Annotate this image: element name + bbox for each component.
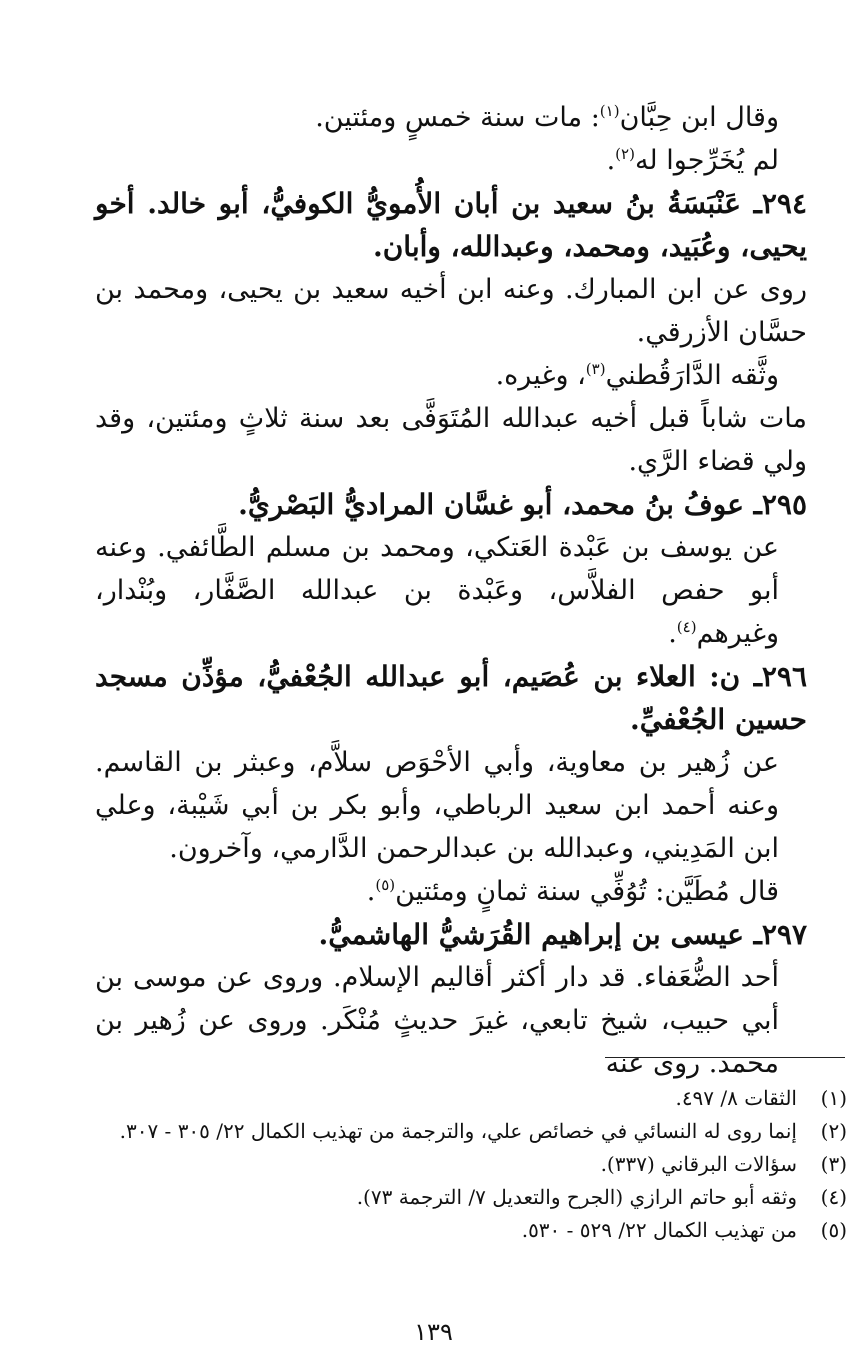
footnote-text: إنما روى له النسائي في خصائص علي، والترجمة من تهذيب الكمال ٢٢/ ٣٠٥ - ٣٠٧. <box>119 1119 797 1143</box>
footnote <box>40 1115 847 1148</box>
entry-heading: عيسى بن إبراهيم القُرَشيُّ الهاشميُّ. <box>318 918 744 951</box>
footnote-ref[interactable]: (٣) <box>585 360 606 378</box>
footnote-text: سؤالات البرقاني (٣٣٧). <box>600 1152 797 1176</box>
text: وقال ابن حِبَّان <box>619 102 779 133</box>
entry-heading: عوفُ بنُ محمد، أبو غسَّان المراديُّ البَصْريُّ. <box>238 488 744 521</box>
footnote <box>40 1082 847 1115</box>
footnote-text: وثقه أبو حاتم الرازي (الجرح والتعديل ٧/ الترجمة ٧٣). <box>356 1185 797 1209</box>
footnote <box>40 1214 847 1247</box>
text: لم يُخَرِّجوا له <box>634 145 779 176</box>
entry-295-title <box>95 483 807 526</box>
paragraph <box>95 526 807 655</box>
entry-heading: ن: العلاء بن عُصَيم، أبو عبدالله الجُعْفيُّ، مؤذِّن مسجد حسين الجُعْفيِّ. <box>95 660 807 736</box>
entry-297-title <box>95 913 807 956</box>
entry-number: ٢٩٦ـ <box>753 660 808 693</box>
footnote-text: من تهذيب الكمال ٢٢/ ٥٢٩ - ٥٣٠. <box>521 1218 797 1242</box>
text: عن يوسف بن عَبْدة العَتكي، ومحمد بن مسلم الطَّائفي. وعنه أبو حفص الفلاَّس، وعَبْدة بن عبدالله الصَّفَّار، وبُنْدار، وغيرهم <box>95 532 779 649</box>
footnote-ref[interactable]: (٤) <box>676 618 697 636</box>
paragraph <box>95 870 807 913</box>
page-number: ١٣٩ <box>414 1318 453 1346</box>
footnote-ref[interactable]: (١) <box>599 102 620 120</box>
paragraph: أحد الضُّعَفاء. قد دار أكثر أقاليم الإسلام. وروى عن موسى بن أبي حبيب، شيخ تابعي، غيرَ حديثٍ مُنْكَر. وروى عن زُهير بن محمد. روى عنه <box>95 962 779 1079</box>
footnote <box>40 1181 847 1214</box>
footnotes <box>40 1082 847 1247</box>
text: قال مُطَيَّن: تُوُفِّي سنة ثمانٍ ومئتين <box>395 876 779 907</box>
entry-296-title <box>95 655 807 741</box>
footnote-number: (٤) <box>820 1185 847 1209</box>
text: وثَّقه الدَّارَقُطني <box>605 360 779 391</box>
footnote-number: (٢) <box>820 1119 847 1143</box>
entry-number: ٢٩٤ـ <box>753 187 807 220</box>
footnote <box>40 1148 847 1181</box>
text: : مات سنة خمسٍ ومئتين. <box>315 102 600 133</box>
main-text <box>95 96 807 1085</box>
footnote-text: الثقات ٨/ ٤٩٧. <box>675 1086 797 1110</box>
text: . <box>366 876 376 907</box>
paragraph: عن زُهير بن معاوية، وأبي الأحْوَص سلاَّم، وعبثر بن القاسم. وعنه أحمد ابن سعيد الرباطي، وأبو بكر بن أبي شَيْبة، وعلي ابن المَدِيني، وعبدالله بن عبدالرحمن الدَّارمي، وآخرون. <box>95 747 779 864</box>
entry-number: ٢٩٧ـ <box>753 918 807 951</box>
paragraph <box>95 96 807 139</box>
entry-294-title <box>95 182 807 268</box>
text: . <box>668 618 677 649</box>
paragraph <box>95 354 807 397</box>
paragraph: مات شاباً قبل أخيه عبدالله المُتَوَفَّى بعد سنة ثلاثٍ ومئتين، وقد ولي قضاء الرَّي. <box>95 403 807 477</box>
footnote-number: (١) <box>820 1086 847 1110</box>
paragraph <box>95 139 807 182</box>
footnote-ref[interactable]: (٢) <box>615 145 635 163</box>
text: ، وغيره. <box>495 360 586 391</box>
footnote-number: (٥) <box>820 1218 847 1242</box>
entry-heading: عَنْبَسَةُ بنُ سعيد بن أبان الأُمويُّ الكوفيُّ، أبو خالد. أخو يحيى، وعُبَيد، ومحمد، وعبدالله، وأبان. <box>95 187 807 263</box>
footnote-number: (٣) <box>820 1152 847 1176</box>
paragraph: روى عن ابن المبارك. وعنه ابن أخيه سعيد بن يحيى، ومحمد بن حسَّان الأزرقي. <box>95 274 807 348</box>
text: . <box>606 145 616 176</box>
footnote-ref[interactable]: (٥) <box>375 876 396 894</box>
entry-number: ٢٩٥ـ <box>753 488 807 521</box>
footnote-divider <box>605 1057 845 1058</box>
